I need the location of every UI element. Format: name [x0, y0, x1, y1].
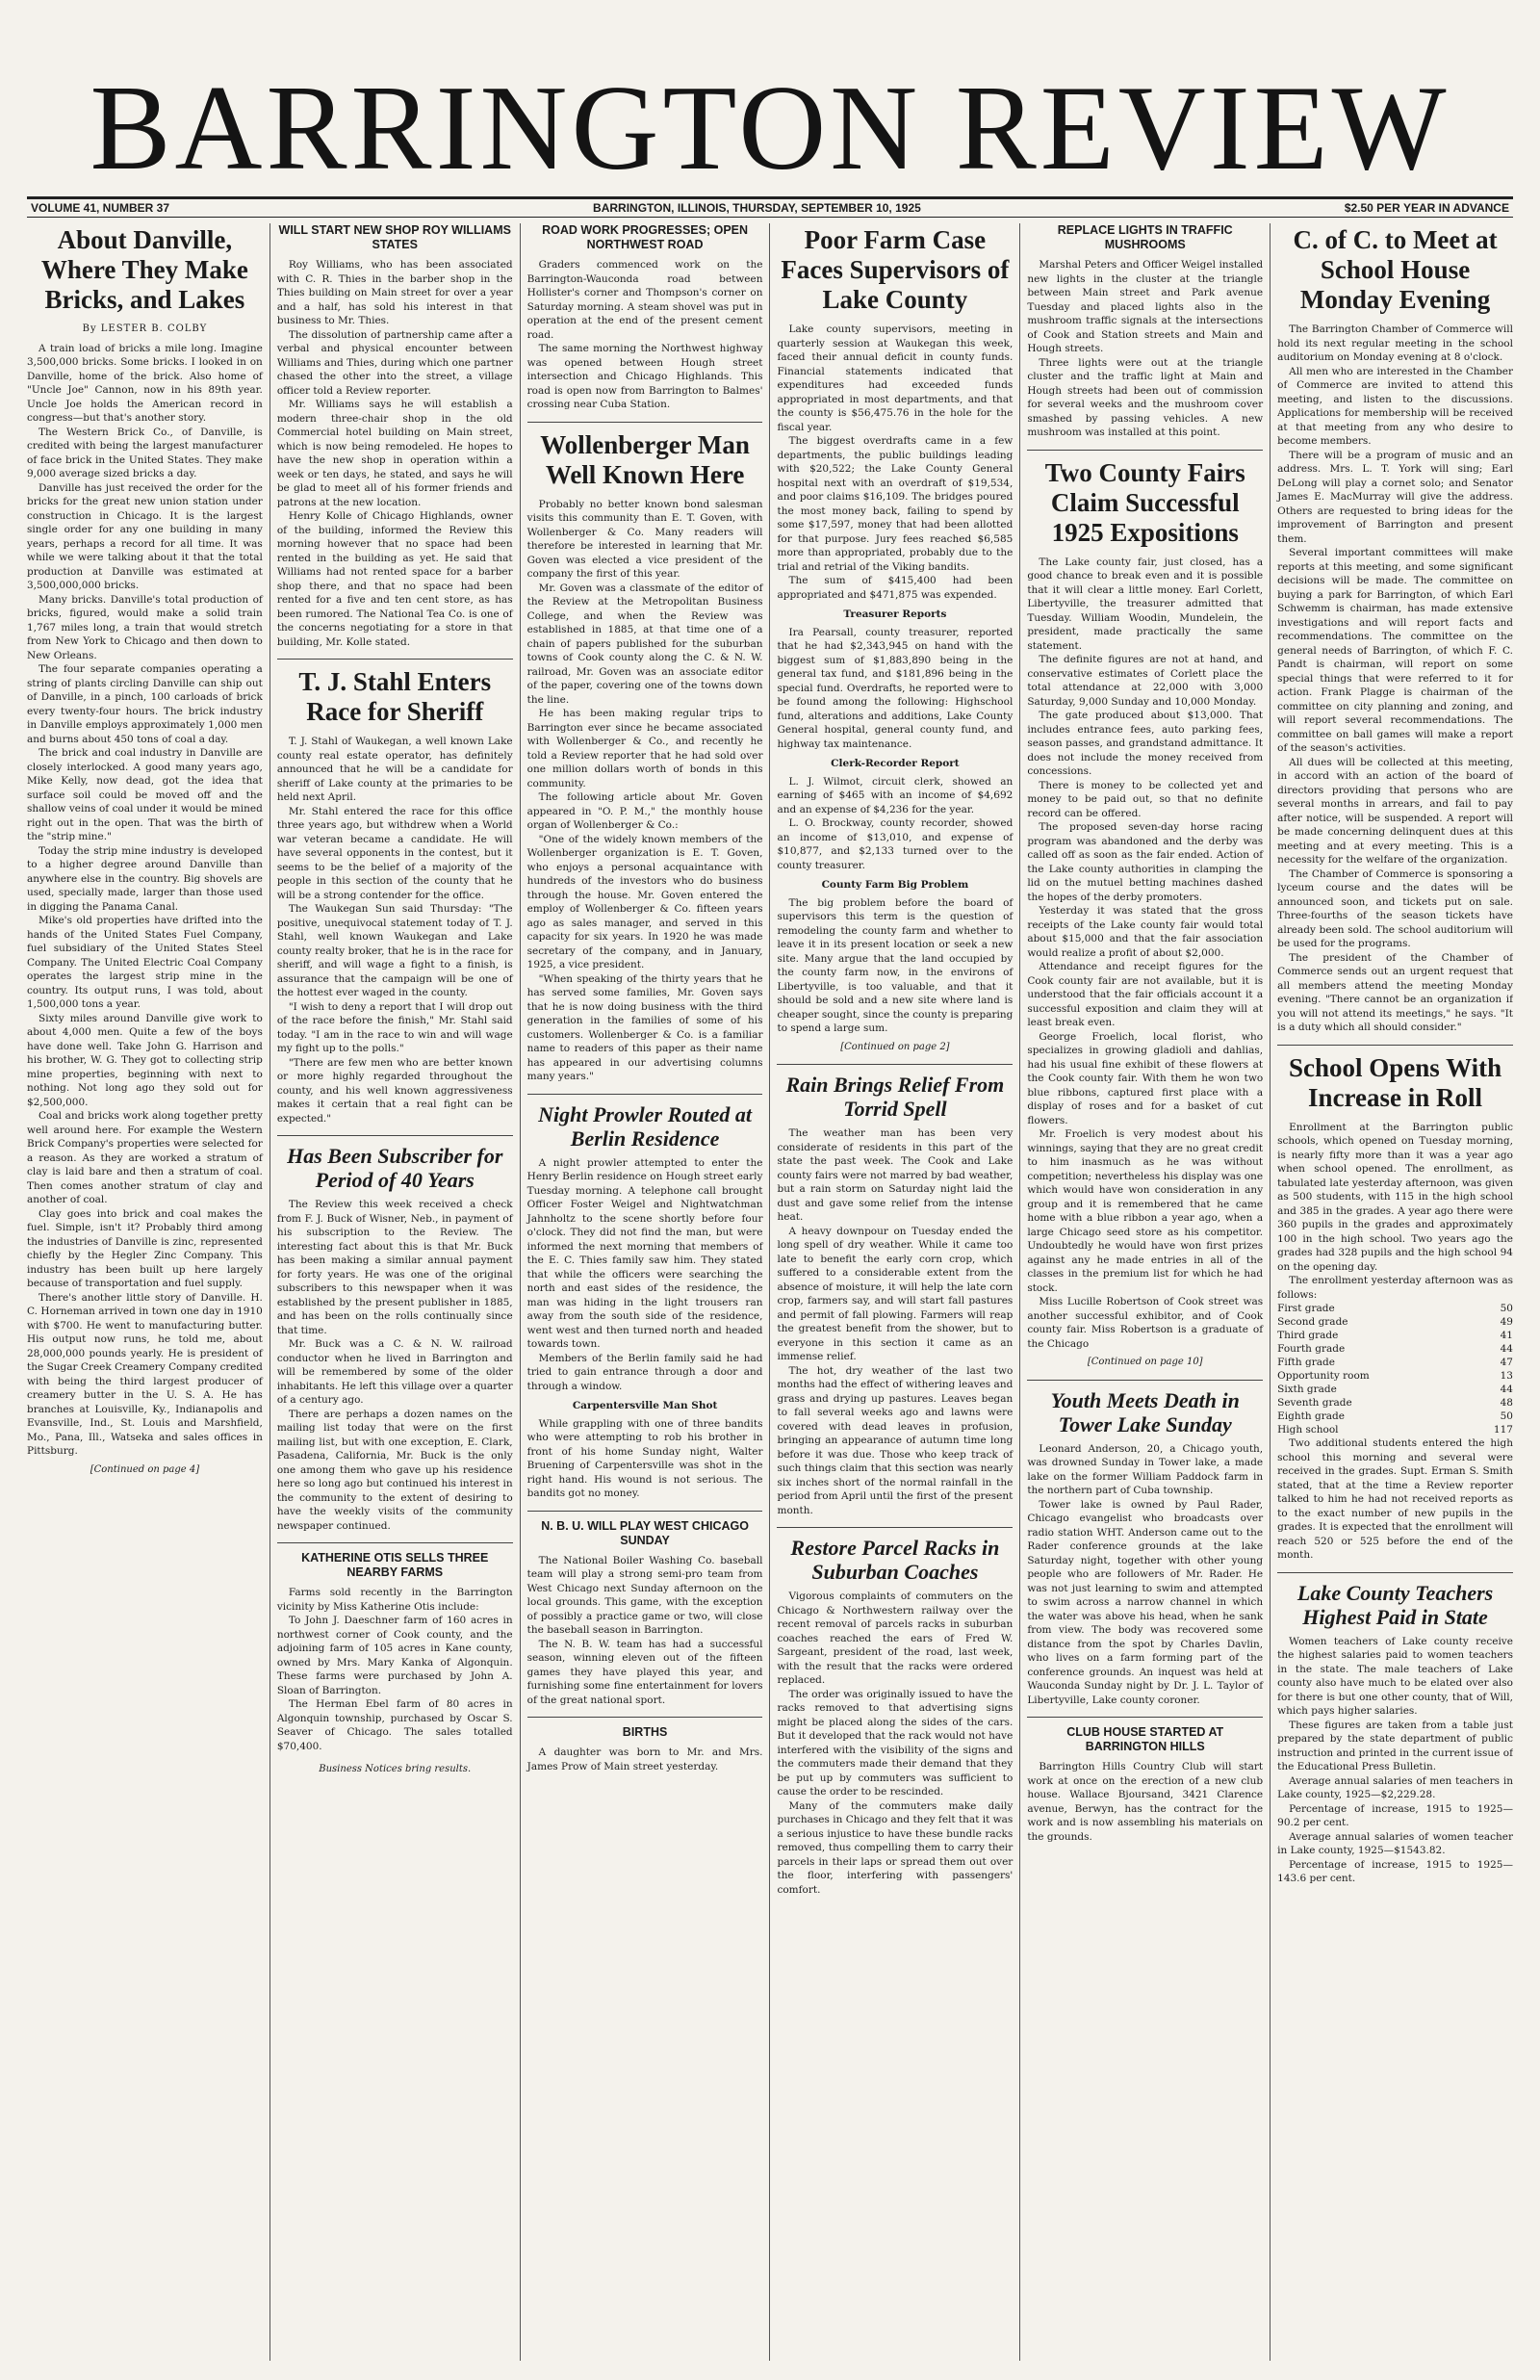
dateline — [27, 196, 1513, 218]
paragraph: Members of the Berlin family said he had tried to gain entrance through a door and through a window. — [526, 1352, 763, 1392]
table-row — [1277, 1356, 1513, 1369]
paragraph: Three lights were out at the triangle cluster and the traffic light at Main and Hough streets had been out of commission for several weeks and the mushroom cover smashed by passing vehicles. A new mushroom was installed at this point. — [1027, 356, 1264, 438]
paragraph: "There are few men who are better known or more highly regarded throughout the county, and his well known aggressiveness makes it certain that a real fight can be expected." — [276, 1056, 513, 1125]
grade-count: 49 — [1500, 1316, 1513, 1328]
subhead-carpentersville: Carpentersville Man Shot — [572, 1400, 718, 1411]
paragraph: Mr. Williams says he will establish a modern three-chair shop in the old Commercial hotel building on Main street, which is now being remodeled. He hopes to have the new shop in operation within a week or ten days, he stated, and says he will be glad to meet all of his former friends and patrons at the new location. — [276, 399, 513, 508]
continued-note: [Continued on page 10] — [1087, 1357, 1203, 1367]
divider — [277, 659, 513, 660]
table-row — [1277, 1302, 1513, 1315]
continued-note: [Continued on page 4] — [90, 1463, 200, 1475]
paragraph: While grappling with one of three bandits who were attempting to rob his brother in front of his home Sunday night, Walter Bruening of Carpentersville was shot in the right hand. His wound is not serious. The bandits got no money. — [526, 1417, 763, 1499]
paragraph: The gate produced about $13,000. That includes entrance fees, auto parking fees, season passes, and grandstand admittance. It does not include the money received from concessions. — [1027, 710, 1264, 777]
divider — [1277, 1572, 1513, 1573]
paragraph: There are perhaps a dozen names on the mailing list today that were on the first mailing list, but with one exception, E. Clark, Pasadena, California, Mr. Buck is the only one among them who gave up his residence here so long ago but continued his interest in the community to the extent of desiring to have the weekly visits of the community newspaper continued. — [276, 1408, 513, 1532]
article-poor-farm — [777, 225, 1013, 1054]
headline-county-fairs: Two County Fairs Claim Successful 1925 Expositions — [1044, 457, 1245, 547]
article-new-shop — [277, 223, 513, 649]
grade-count: 117 — [1493, 1424, 1513, 1436]
divider — [777, 1527, 1013, 1528]
grade-label: Second grade — [1277, 1316, 1348, 1328]
paragraph: There is money to be collected yet and money to be paid out, so that no definite record can be offered. — [1027, 779, 1264, 819]
paragraph: Enrollment at the Barrington public schools, which opened on Tuesday morning, is nearly fifty more than it was a year ago when school opened. The enrollment, as tabulated late yesterday afternoon, was given as 500 students, with 115 in the high school and 385 in the grades. A year ago there were 360 pupils in the grades and approximately 100 in the high school. Two years ago the grades had 328 pupils and the high school 94 on the opening day. — [1277, 1121, 1513, 1273]
article-chamber-meeting — [1277, 225, 1513, 1035]
paragraph: Lake county supervisors, meeting in quarterly session at Waukegan this week, faced their annual deficit in county funds. Financial statements indicated that expenditures had exceeded funds appropriated in most departments, and that the county is $56,475.76 in the hole for the fiscal year. — [777, 323, 1014, 433]
paragraph: These figures are taken from a table just prepared by the state department of public instruction and printed in the current issue of the Educational Press Bulletin. — [1277, 1719, 1513, 1772]
paragraph: Average annual salaries of women teacher in Lake county, 1925—$1543.82. — [1277, 1830, 1513, 1856]
paragraph: Miss Lucille Robertson of Cook street was another successful exhibitor, and of Cook county fair. Miss Robertson is a graduate of the Chicago — [1027, 1296, 1264, 1350]
column-1 — [27, 223, 270, 2361]
headline-subscriber: Has Been Subscriber for Period of 40 Years — [287, 1144, 503, 1192]
headline-teacher-pay: Lake County Teachers Highest Paid in State — [1296, 1580, 1494, 1629]
divider — [1027, 1717, 1263, 1718]
paragraph: The proposed seven-day horse racing program was abandoned and the derby was called off as soon as the fair ended. Action of the Lake county authorities in clamping the lid on the mutuel betting machines dashed the hopes of the derby promoters. — [1027, 821, 1264, 903]
paragraph: George Froelich, local florist, who specializes in growing gladioli and dahlias, had his usual fine exhibit of these flowers at the Cook county fair. With them he won two blue ribbons, captured first place with a display of roses and for a basket of cut flowers. — [1027, 1030, 1264, 1126]
paragraph: The Herman Ebel farm of 80 acres in Algonquin township, purchased by Oscar S. Seaver of Chicago. The sales totalled $70,400. — [276, 1698, 513, 1752]
paragraph: Mr. Stahl entered the race for this office three years ago, but withdrew when a World war veteran became a candidate. He will have several opponents in the contest, but it seems to be the belief of a majority of the people in this section of the county that he will be a strong contender for the office. — [276, 805, 513, 901]
paragraph: Marshal Peters and Officer Weigel installed new lights in the cluster at the triangle between Main street and Park avenue Tuesday and placed lights also in the mushroom traffic signals at the intersections of Cook and Station streets and Main and Hough streets. — [1027, 259, 1264, 354]
subscription-price: $2.50 PER YEAR IN ADVANCE — [1344, 201, 1509, 215]
article-teacher-pay — [1277, 1581, 1513, 1886]
paragraph: Clay goes into brick and coal makes the fuel. Simple, isn't it? Probably third among the industries of Danville is zinc, represented chiefly by the Hegler Zinc Company. This industry has been built up here largely because of transportation and fuel supply. — [27, 1207, 263, 1289]
paragraph: A train load of bricks a mile long. Imagine 3,500,000 bricks. Some bricks. I looked in on Danville, home of the brick. Also home of "Uncle Joe" Cannon, now in his 89th year. Uncle Joe holds the American record in congress—but that's another story. — [27, 342, 263, 424]
filler-notice: Business Notices bring results. — [319, 1764, 472, 1774]
paragraph: "One of the widely known members of the Wollenberger organization is E. T. Goven, who enjoys a personal acquaintance with hundreds of the investors who do business through the house. Mr. Goven entered the employ of Wollenberger & Co. fifteen years ago as sales manager, and served in this capacity for six years. In 1920 he was made secretary of the company, and in January, 1925, a vice president. — [526, 833, 763, 970]
paragraph: Farms sold recently in the Barrington vicinity by Miss Katherine Otis include: — [276, 1587, 513, 1613]
divider — [527, 422, 763, 423]
paragraph: Sixty miles around Danville give work to about 4,000 men. Quite a few of the boys have done well. Take John G. Harrison and his brother, W. G. They got to collecting strip mine properties, beginning with next to nothing. Not long ago they sold out for $2,500,000. — [27, 1012, 263, 1108]
paragraph: Percentage of increase, 1915 to 1925—90.2 per cent. — [1277, 1802, 1513, 1828]
paragraph: Today the strip mine industry is developed to a higher degree around Danville than anywhere else in the country. Big shovels are used, specially made, larger than those used in digging the Panama Canal. — [27, 844, 263, 913]
paragraph: Percentage of increase, 1915 to 1925—143.6 per cent. — [1277, 1858, 1513, 1884]
paragraph: T. J. Stahl of Waukegan, a well known Lake county real estate operator, has definitely announced that he will be a candidate for sheriff of Lake county at the primaries to be held next April. — [276, 736, 513, 803]
grade-label: Sixth grade — [1277, 1384, 1337, 1395]
divider — [1277, 1045, 1513, 1046]
paragraph: Mr. Buck was a C. & N. W. railroad conductor when he lived in Barrington and will be remembered by some of the older inhabitants. He left this village over a quarter of a century ago. — [276, 1338, 513, 1406]
headline-new-shop: WILL START NEW SHOP ROY WILLIAMS STATES — [278, 223, 511, 251]
paragraph: All men who are interested in the Chamber of Commerce are invited to attend this meeting, and listen to the discussions. Applications for membership will be received at that meeting from any who desire to become members. — [1277, 365, 1513, 447]
paragraph: The same morning the Northwest highway was opened between Hough street intersection and Chicago Highlands. This road is open now from Barrington to Balmes' crossing near Cuba Station. — [526, 343, 763, 410]
divider — [1027, 450, 1263, 451]
paragraph: The Barrington Chamber of Commerce will hold its next regular meeting in the school auditorium on Monday evening at 8 o'clock. — [1277, 323, 1513, 363]
headline-wollenberger: Wollenberger Man Well Known Here — [540, 429, 750, 489]
paragraph: The enrollment yesterday afternoon was as follows: — [1277, 1275, 1513, 1301]
headline-school-opens: School Opens With Increase in Roll — [1289, 1052, 1502, 1112]
paragraph: Graders commenced work on the Barrington-Wauconda road between Hollister's corner and Thompson's corner on Saturday morning. A steam shovel was put in operation at the end of the present cement road. — [526, 259, 763, 341]
grade-label: Fourth grade — [1277, 1343, 1346, 1355]
table-row — [1277, 1329, 1513, 1342]
paragraph: Mike's old properties have drifted into the hands of the United States Fuel Company, fuel subsidiary of the United States Steel Company. The United Electric Coal Company operates the largest strip mine in the country. Its output runs, I was told, about 1,500,000 tons a year. — [27, 915, 263, 1010]
article-rain — [777, 1073, 1013, 1517]
paragraph: All dues will be collected at this meeting, in accord with an action of the board of directors providing that persons who are several months in arrears, and fail to pay after notice, will be suspended. A report will be made concerning delinquent dues at this meeting and at every meeting. This is a necessity for the welfare of the organization. — [1277, 756, 1513, 866]
paragraph: Mr. Froelich is very modest about his winnings, saying that they are no great credit to him inasmuch as he was without competition; nevertheless his display was one which would have won consideration in any group and it is remembered that he came home with a blue ribbon a year ago, when a large Chicago seed store as his competitor. Undoubtedly he would have won first prizes against any he made entries in all of the classes in the premium list for which he had stock. — [1027, 1128, 1264, 1294]
paragraph: Roy Williams, who has been associated with C. R. Thies in the barber shop in the Thies building on Main street for over a year and a half, has sold his interest in that business to Mr. Thies. — [276, 259, 513, 326]
paragraph: A night prowler attempted to enter the Henry Berlin residence on Hough street early Tuesday morning. A telephone call brought Officer Foster Weigel and Nightwatchman Jahnholtz to the scene shortly before four o'clock. They did not find the man, but were informed the next morning that members of the E. C. Thies family saw him. They stated that while the officers were searching the north and east sides of the residence, the man was hiding in the light trousers ran away from the south side of the residence, went west and then turned north and headed towards town. — [526, 1156, 763, 1350]
paragraph: Average annual salaries of men teachers in Lake county, 1925—$2,229.28. — [1277, 1774, 1513, 1800]
enrollment-table — [1277, 1302, 1513, 1436]
paragraph: A heavy downpour on Tuesday ended the long spell of dry weather. While it came too late to benefit the early corn crop, which suffered to a considerable extent from the absence of moisture, it will help the late corn crop, farmers say, and will start fall pastures and permit of fall plowing. Farmers will reap the greatest benefit from the shower, but to everyone in this section it came as an immense relief. — [777, 1225, 1014, 1362]
continued-note: [Continued on page 2] — [840, 1041, 950, 1052]
paragraph: The four separate companies operating a string of plants circling Danville can ship out of Danville, in a pinch, 100 carloads of brick every twenty-four hours. The brick industry in Danville employs approximately 1,000 men and burns about 450 tons of coal a day. — [27, 663, 263, 745]
grade-label: Fifth grade — [1277, 1357, 1335, 1368]
table-row — [1277, 1410, 1513, 1423]
paragraph: "When speaking of the thirty years that he has served some families, Mr. Goven says that he is now doing business with the third generation in the families of some of his customers. Wollenberger & Co. is a familiar name to readers of this paper as their name has appeared in our advertising columns many years." — [526, 972, 763, 1082]
headline-danville: About Danville, Where They Make Bricks, and Lakes — [40, 225, 248, 314]
paragraph: To John J. Daeschner farm of 160 acres in northwest corner of Cook county, and the adjoining farm of 105 acres in Kane county, owned by Mrs. Mary Kanka of Algonquin. These farms were purchased by John A. Sloan of Barrington. — [276, 1615, 513, 1696]
divider — [777, 1064, 1013, 1065]
paragraph: The Chamber of Commerce is sponsoring a lyceum course and the dates will be announced soon, and tickets put on sale. Three-fourths of the season tickets have already been sold. The school auditorium will be used for the programs. — [1277, 867, 1513, 949]
article-births — [527, 1725, 763, 1773]
divider — [527, 1094, 763, 1095]
paragraph: Two additional students entered the high school this morning and several were received in the grades. Supt. Erman S. Smith stated, that at the time a Review reporter talked to him he had not received reports as to the exact number of new pupils in the grades. It is expected that the enrollment will reach 520 or 525 before the end of the month. — [1277, 1437, 1513, 1561]
paragraph: Ira Pearsall, county treasurer, reported that he had $2,343,945 on hand with the biggest sum of $1,883,890 being in the general tax fund, and $181,896 being in the special fund. Overdrafts, he reported were to be found among the following: Highschool fund, alterations and additions, Lake County General hospital, general county fund, and highway tax maintenance. — [777, 626, 1014, 750]
place-date: BARRINGTON, ILLINOIS, THURSDAY, SEPTEMBER 10, 1925 — [593, 201, 921, 215]
paragraph: The following article about Mr. Goven appeared in "O. P. M.," the monthly house organ of Wollenberger & Co.: — [526, 791, 763, 831]
paragraph: Leonard Anderson, 20, a Chicago youth, was drowned Sunday in Tower lake, a made lake on the former William Paddock farm in the northern part of Cuba township. — [1027, 1442, 1264, 1496]
paragraph: There's another little story of Danville. H. C. Horneman arrived in town one day in 1910 with $700. He went to manufacturing butter. His output now runs, he told me, about 28,000,000 pounds yearly. He is president of the Sugar Creek Creamery Company credited with being the third largest producer of creamery butter in the U. S. A. He has branches at Louisville, Ky., Indianapolis and Evansville, Ind., St. Louis and Marshfield, Mo., Pana, Ill., Watseka and sales offices in Pittsburg. — [27, 1291, 263, 1457]
article-subscriber — [277, 1144, 513, 1533]
paragraph: The sum of $415,400 had been appropriated and $471,875 was expended. — [777, 575, 1014, 601]
article-otis-farms — [277, 1551, 513, 1753]
paragraph: The Review this week received a check from F. J. Buck of Wisner, Neb., in payment of his subscription to the Review. The interesting fact about this is that Mr. Buck has been making a similar annual payment for forty years. He was one of the original subscribers to this newspaper when it was established by the present publisher in 1885, and has been on the rolls continually since that time. — [276, 1199, 513, 1336]
page-columns — [27, 223, 1513, 2361]
headline-club-house: CLUB HOUSE STARTED AT BARRINGTON HILLS — [1066, 1725, 1224, 1753]
headline-road-work: ROAD WORK PROGRESSES; OPEN NORTHWEST ROAD — [542, 223, 749, 251]
paragraph: Probably no better known bond salesman visits this community than E. T. Goven, with Wollenberger & Co. Many readers will therefore be interested in learning that Mr. Goven was elected a vice president of the company the first of this year. — [526, 498, 763, 580]
article-traffic-lights — [1027, 223, 1263, 440]
article-baseball — [527, 1519, 763, 1708]
grade-label: Opportunity room — [1277, 1370, 1370, 1382]
article-road-work — [527, 223, 763, 412]
paragraph: A daughter was born to Mr. and Mrs. James Prow of Main street yesterday. — [526, 1746, 763, 1772]
article-school-opens — [1277, 1053, 1513, 1563]
paragraph: Henry Kolle of Chicago Highlands, owner of the building, informed the Review this morning however that no space had been rented in the building as yet. He said that Williams had not rented space for a barber shop there, and that no space had been rented for a five and ten cent store, as has been rumored. The National Tea Co. is one of the concerns negotiating for a store in that building, Mr. Kolle stated. — [276, 510, 513, 648]
grade-count: 44 — [1500, 1343, 1513, 1355]
volume-number: VOLUME 41, NUMBER 37 — [31, 201, 170, 215]
headline-chamber-meeting: C. of C. to Meet at School House Monday Evening — [1293, 225, 1498, 314]
column-6 — [1270, 223, 1513, 2361]
paragraph: Tower lake is owned by Paul Rader, Chicago evangelist who broadcasts over radio station WHT. Anderson came out to the Rader conference grounds at the lake Saturday night, together with other young people who are followers of Mr. Rader. He was not just learning to swim and attempted to swim across a narrow channel in which the water was above his head, when he sank from view. The body was recovered some distance from the spot by Charles Davlin, who lives on a farm forming part of the conference grounds. An inquest was held at Wauconda Sunday night by Dr. J. L. Taylor of Libertyville, Lake county coroner. — [1027, 1498, 1264, 1706]
headline-births: BIRTHS — [622, 1725, 668, 1739]
paragraph: The biggest overdrafts came in a few departments, the public buildings leading with $20,522; the Lake County General hospital next with an overdraft of $19,534, and poor claims $16,109. The bridges poured the most money back, failing to spend by some $17,597, money that had been allotted for that purpose. Jury fees reached $6,585 more than appropriated, probably due to the trial and retrial of the Viking bandits. — [777, 435, 1014, 573]
table-row — [1277, 1383, 1513, 1396]
paragraph: The definite figures are not at hand, and conservative estimates of Corlett place the total attendance at 22,000 with 3,000 Saturday, 9,000 Sunday and 10,000 Monday. — [1027, 654, 1264, 708]
grade-label: Third grade — [1277, 1330, 1339, 1341]
subhead-clerk: Clerk-Recorder Report — [831, 758, 960, 769]
grade-count: 50 — [1500, 1410, 1513, 1422]
table-row — [1277, 1396, 1513, 1410]
headline-traffic-lights: REPLACE LIGHTS IN TRAFFIC MUSHROOMS — [1057, 223, 1233, 251]
grade-label: First grade — [1277, 1303, 1335, 1314]
paragraph: The National Boiler Washing Co. baseball team will play a strong semi-pro team from West Chicago next Sunday afternoon on the local grounds. This game, with the exception of possibly a practice game or two, will close the baseball season in Barrington. — [526, 1554, 763, 1636]
table-row — [1277, 1315, 1513, 1329]
article-danville — [27, 225, 263, 1477]
subhead-treasurer: Treasurer Reports — [843, 608, 947, 620]
grade-count: 48 — [1500, 1397, 1513, 1409]
subhead-county-farm: County Farm Big Problem — [821, 879, 969, 891]
grade-label: Eighth grade — [1277, 1410, 1345, 1422]
paragraph: The president of the Chamber of Commerce sends out an urgent request that all members attend the meeting Monday evening. "There cannot be an organization if you will not attend its meetings," he says. "It is a duty which all should consider." — [1277, 951, 1513, 1033]
article-club-house — [1027, 1725, 1263, 1844]
paragraph: L. O. Brockway, county recorder, showed an income of $13,010, and expense of $10,877, and $2,133 turned over to the county treasurer. — [777, 817, 1014, 871]
grade-count: 13 — [1500, 1370, 1513, 1382]
paragraph: Many of the commuters make daily purchases in Chicago and they felt that it was a serious injustice to have these bundle racks removed, thus compelling them to carry their parcels in their laps or spread them out over the floor, interfering with passengers' comfort. — [777, 1799, 1014, 1896]
paragraph: The N. B. W. team has had a successful season, winning eleven out of the fifteen games they have played this year, and furnishing some fine entertainment for lovers of the great national sport. — [526, 1638, 763, 1706]
article-county-fairs — [1027, 458, 1263, 1370]
article-wollenberger — [527, 430, 763, 1084]
byline-colby: By LESTER B. COLBY — [82, 323, 208, 334]
column-2 — [270, 223, 520, 2361]
grade-count: 47 — [1500, 1357, 1513, 1368]
grade-label: Seventh grade — [1277, 1397, 1352, 1409]
masthead-title: BARRINGTON REVIEW — [90, 62, 1450, 195]
table-row — [1277, 1342, 1513, 1356]
grade-label: High school — [1277, 1424, 1339, 1436]
paragraph: The Western Brick Co., of Danville, is credited with being the largest manufacturer of face brick in the United States. They make 9,000 average sized bricks a day. — [27, 426, 263, 479]
paragraph: Yesterday it was stated that the gross receipts of the Lake county fair would total about $15,000 and that the fair association would realize a profit of about $2,000. — [1027, 905, 1264, 959]
headline-stahl: T. J. Stahl Enters Race for Sheriff — [298, 667, 492, 726]
paragraph: He has been making regular trips to Barrington ever since he became associated with Wollenberger & Co., and recently he told a Review reporter that he had sold over one million dollars worth of bonds in this community. — [526, 708, 763, 789]
headline-prowler: Night Prowler Routed at Berlin Residence — [538, 1101, 752, 1151]
grade-count: 44 — [1500, 1384, 1513, 1395]
paragraph: The hot, dry weather of the last two months had the effect of withering leaves and grass and drying up pastures. Leaves began to fall several weeks ago and lawns were covered with dead leaves in profusion, bringing an appearance of autumn time long before it was due. Those who keep track of such things claim that this section was nearly six inches short of the normal rainfall in the period from April until the first of the present month. — [777, 1364, 1014, 1516]
paragraph: The weather man has been very considerate of residents in this part of the state the past week. The Cook and Lake county fairs were not marred by bad weather, but a rain storm on Saturday night laid the dust and gave some relief from the intense heat. — [777, 1127, 1014, 1223]
paragraph: There will be a program of music and an address. Mrs. L. T. York will sing; Earl DeLong will play a cornet solo; and Senator James E. MacMurray will give the address. Others are requested to bring ideas for the improvement of Barrington and present them. — [1277, 449, 1513, 545]
headline-tower-lake: Youth Meets Death in Tower Lake Sunday — [1050, 1387, 1240, 1436]
headline-poor-farm: Poor Farm Case Faces Supervisors of Lake County — [781, 225, 1010, 314]
grade-count: 41 — [1500, 1330, 1513, 1341]
column-5 — [1019, 223, 1270, 2361]
table-row — [1277, 1369, 1513, 1383]
paragraph: L. J. Wilmot, circuit clerk, showed an earning of $465 with an income of $4,692 and an expense of $4,236 for the year. — [777, 775, 1014, 815]
divider — [277, 1542, 513, 1543]
divider — [527, 1511, 763, 1512]
table-row — [1277, 1423, 1513, 1436]
headline-rain: Rain Brings Relief From Torrid Spell — [785, 1073, 1005, 1121]
paragraph: The Waukegan Sun said Thursday: "The positive, unequivocal statement today of T. J. Stahl, well known Waukegan and Lake county realty broker, that he is in the race for sheriff, and will wage a fight to a finish, is assurance that the campaign will be one of the hottest ever waged in the county. — [276, 903, 513, 998]
paragraph: The brick and coal industry in Danville are closely interlocked. A good many years ago, Mike Kelly, now dead, got the idea that surface soil could be moved off and the shallow veins of coal under it would be mined right out in the open. That was the birth of the "strip mine." — [27, 747, 263, 842]
headline-baseball: N. B. U. WILL PLAY WEST CHICAGO SUNDAY — [541, 1518, 749, 1547]
paragraph: Barrington Hills Country Club will start work at once on the erection of a new club house. Wallace Bjoursand, 3421 Clarence avenue, Berwyn, has the contract for the work and is now assembling his materials on the grounds. — [1027, 1761, 1264, 1843]
column-4 — [769, 223, 1019, 2361]
article-prowler — [527, 1102, 763, 1501]
paragraph: The dissolution of partnership came after a verbal and physical encounter between Williams and Thies, during which one partner chased the other into the street, a village officer told a Review reporter. — [276, 328, 513, 397]
headline-parcel-racks: Restore Parcel Racks in Suburban Coaches — [790, 1536, 1000, 1584]
divider — [527, 1717, 763, 1718]
article-parcel-racks — [777, 1536, 1013, 1897]
article-tower-lake — [1027, 1388, 1263, 1708]
paragraph: Coal and bricks work along together pretty well around here. For example the Western Brick Company's properties were selected for a reason. As they are worked a stratum of clay is laid bare and then a stratum of coal. Then comes another stratum of clay and another of coal. — [27, 1110, 263, 1205]
grade-count: 50 — [1500, 1303, 1513, 1314]
article-stahl — [277, 667, 513, 1125]
paragraph: Danville has just received the order for the bricks for the great new union station under construction in Chicago. It is the largest single order for any one building in many years, perhaps a record for all time. It was while we were talking about it that the total production at Danville was estimated at 3,500,000,000 bricks. — [27, 481, 263, 591]
paragraph: Attendance and receipt figures for the Cook county fair are not available, but it is understood that the fair officials account it a successful exposition and claim they will at least break even. — [1027, 961, 1264, 1028]
divider — [1027, 1380, 1263, 1381]
paragraph: Vigorous complaints of commuters on the Chicago & Northwestern railway over the recent removal of parcels racks in suburban coaches reached the ears of Fred W. Sargeant, president of the road, last week, with the result that the racks were ordered replaced. — [777, 1591, 1014, 1686]
paragraph: Women teachers of Lake county receive the highest salaries paid to women teachers in the state. The male teachers of Lake county also have much to be elated over also for there is but one other county, that of Will, which pays higher salaries. — [1277, 1635, 1513, 1717]
paragraph: Mr. Goven was a classmate of the editor of the Review at the Metropolitan Business College, and when the Review was established in 1885, at that time one of a chain of papers published for the suburban towns of Cook county along the C. & N. W. railroad, Mr. Goven was an associate editor of the paper, covering one of the towns down the line. — [526, 582, 763, 706]
divider — [277, 1135, 513, 1136]
paragraph: Several important committees will make reports at this meeting, and some significant decisions will be made. The committee on buying a park for Barrington, of which Earl Schwemm is chairman, has made extensive investigations and will report facts and recommendations. The committee on the general needs of Barrington, of which F. C. Pandt is chairman, will report on some special things that were referred to it for action. Frank Plagge is chairman of the committee on city planning and zoning, and will report several recommendations. The committee on ball games will make a report of the season's activities. — [1277, 547, 1513, 754]
paragraph: Many bricks. Danville's total production of bricks, figured, would make a solid train 1,767 miles long, a train that would stretch from New York to Chicago and then down to New Orleans. — [27, 593, 263, 661]
paragraph: The big problem before the board of supervisors this term is the question of remodeling the county farm and whether to leave it in its present location or seek a new site. Many argue that the land occupied by the county farm now, in the environs of Libertyville, is too valuable, and that it should be sold and a new site where land is cheaper sought, since the county is preparing to spend a large sum. — [777, 896, 1014, 1034]
paragraph: "I wish to deny a report that I will drop out of the race before the finish," Mr. Stahl said today. "I am in the race to win and will wage my fight up to the polls." — [276, 1000, 513, 1054]
headline-otis-farms: KATHERINE OTIS SELLS THREE NEARBY FARMS — [301, 1551, 489, 1579]
paragraph: The order was originally issued to have the racks removed to that advertising signs might be placed along the sides of the cars. But it developed that the rack would not have interfered with the visibility of the signs and the commuters made their demand that they be put up by commuters was sufficient to cause the order to be rescinded. — [777, 1688, 1014, 1798]
column-3 — [520, 223, 770, 2361]
paragraph: The Lake county fair, just closed, has a good chance to break even and it is possible that it will clear a little money. Earl Corlett, Libertyville, the treasurer admitted that Tuesday. William Woodin, Mundelein, the president, made practically the same statement. — [1027, 556, 1264, 652]
